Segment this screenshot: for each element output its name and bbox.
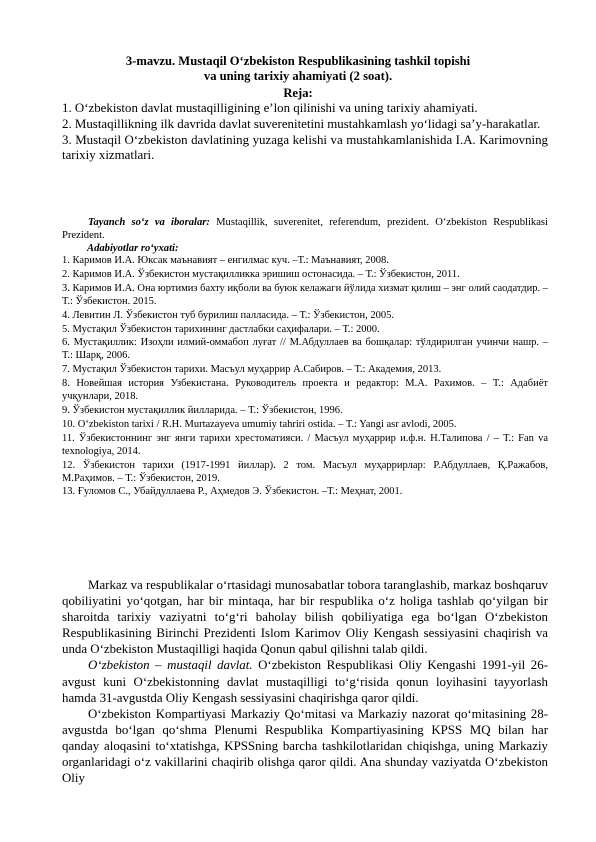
title-line-1: 3-mavzu. Mustaqil O‘zbekiston Respublikasining tashkil topishi	[125, 54, 471, 68]
topic-title	[0, 54, 596, 84]
keywords-paragraph	[62, 216, 548, 242]
literature-item: 1. Каримов И.А. Юксак маънавият – енгилмас куч. –Т.: Маънавият, 2008.	[62, 255, 389, 266]
plan-item: 1. O‘zbekiston davlat mustaqilligining e’lon qilinishi va uning tarixiy ahamiyati.	[62, 101, 478, 115]
literature-list	[62, 255, 548, 500]
body-paragraph-2-text: O‘zbekiston Respublikasi Oliy Kengashi 1991-yil 26-avgust kuni O‘zbekistonning davlat mustaqilligi to‘g‘risida qonun loyihasini tayyorlash hamda 31-avgustda Oliy Kengash sessiyasini chaqirishga qaror qildi.	[62, 658, 548, 705]
keywords-label: Tayanch so‘z va iboralar:	[88, 217, 210, 228]
body-paragraph-2	[62, 657, 548, 705]
plan-heading: Reja:	[283, 86, 313, 100]
literature-item: 5. Мустақил Ўзбекистон тарихининг дастлабки саҳифалари. – Т.: 2000.	[62, 323, 380, 335]
body-term: O‘zbekiston – mustaqil davlat.	[88, 658, 253, 673]
keywords-text: Mustaqillik, suverenitet, referendum, prezident. O‘zbekiston Respublikasi Prezident.	[62, 217, 548, 241]
body-paragraph-1: Markaz va respublikalar o‘rtasidagi munosabatlar tobora taranglashib, markaz boshqaruv qobiliyatini yo‘qotgan, har bir mintaqa, har bir respublika o‘z holiga tashlab qo‘yilgan bir sharoitda tarixiy vaziyatni to‘g‘ri baholay bilish qobiliyatiga ega bo‘lgan O‘zbekiston Respublikasining Birinchi Prezidenti Islom Karimov Oliy Kengash sessiyasini chaqirish va unda O‘zbekiston Mustaqilligi haqida Qonun qabul qilishni talab qildi.	[62, 578, 548, 657]
title-line-2: va uning tarixiy ahamiyati (2 soat).	[203, 69, 393, 83]
literature-item: 11. Ўзбекистоннинг энг янги тарихи хрестоматияси. / Масъул муҳаррир и.ф.н. Н.Талипова / – Т.: Fan va texnologiya, 2014.	[62, 432, 548, 457]
plan-list	[62, 101, 548, 164]
literature-item: 9. Ўзбекистон мустақиллик йилларида. – Т.: Ўзбекистон, 1996.	[62, 404, 343, 416]
literature-item: 6. Мустақиллик: Изоҳли илмий-оммабоп луғат // М.Абдуллаев ва бошқалар: тўлдирилган учинчи нашр. – Т.: Шарқ, 2006.	[62, 337, 548, 362]
body-text	[62, 577, 548, 786]
body-paragraph-3: O‘zbekiston Kompartiyasi Markaziy Qo‘mitasi va Markaziy nazorat qo‘mitasining 28-avgustda bo‘lgan qo‘shma Plenumi Respublika Kompartiyasining KPSS MQ bilan har qanday aloqasini to‘xtatishga, KPSSning barcha tashkilotlaridan chiqishga, uning Markaziy organlaridagi o‘z vakillarini chaqirib olishga qaror qildi. Ana shunday vaziyatda O‘zbekiston Oliy	[62, 706, 548, 786]
literature-item: 13. Ғуломов С., Убайдуллаева Р., Аҳмедов Э. Ўзбекистон. –Т.: Меҳнат, 2001.	[62, 486, 403, 498]
plan-item: 3. Mustaqil O‘zbekiston davlatining yuzaga kelishi va mustahkamlanishida I.A. Karimovning tarixiy xizmatlari.	[62, 132, 548, 163]
literature-item: 4. Левитин Л. Ўзбекистон туб бурилиш палласида. – Т.: Ўзбекистон, 2005.	[62, 309, 395, 321]
literature-item: 10. O‘zbekiston tarixi / R.H. Murtazayeva umumiy tahriri ostida. – T.: Yangi asr avlodi, 2005.	[62, 418, 457, 430]
literature-item: 8. Новейшая история Узбекистана. Руководитель проекта и редактор: М.А. Рахимов. – Т.: Адабиёт учқунлари, 2018.	[62, 378, 548, 403]
literature-item: 3. Каримов И.А. Она юртимиз бахту иқболи ва буюк келажаги йўлида хизмат қилиш – энг олий саодатдир. – Т.: Ўзбекистон. 2015.	[62, 282, 548, 307]
literature-item: 7. Мустақил Ўзбекистон тарихи. Масъул муҳаррир А.Сабиров. – Т.: Академия, 2013.	[62, 364, 442, 376]
literature-item: 12. Ўзбекистон тарихи (1917-1991 йиллар). 2 том. Масъул муҳаррирлар: Р.Абдуллаев, Қ.Ражабов, М.Раҳимов. – Т.: Ўзбекистон, 2019.	[62, 459, 548, 484]
literature-item: 2. Каримов И.А. Ўзбекистон мустақилликка эришиш остонасида. – Т.: Ўзбекистон, 2011.	[62, 268, 460, 280]
literature-heading: Adabiyotlar ro‘yxati:	[87, 243, 179, 254]
plan-item: 2. Mustaqillikning ilk davrida davlat suverenitetini mustahkamlash yo‘lidagi sa’y-harakatlar.	[62, 116, 541, 131]
